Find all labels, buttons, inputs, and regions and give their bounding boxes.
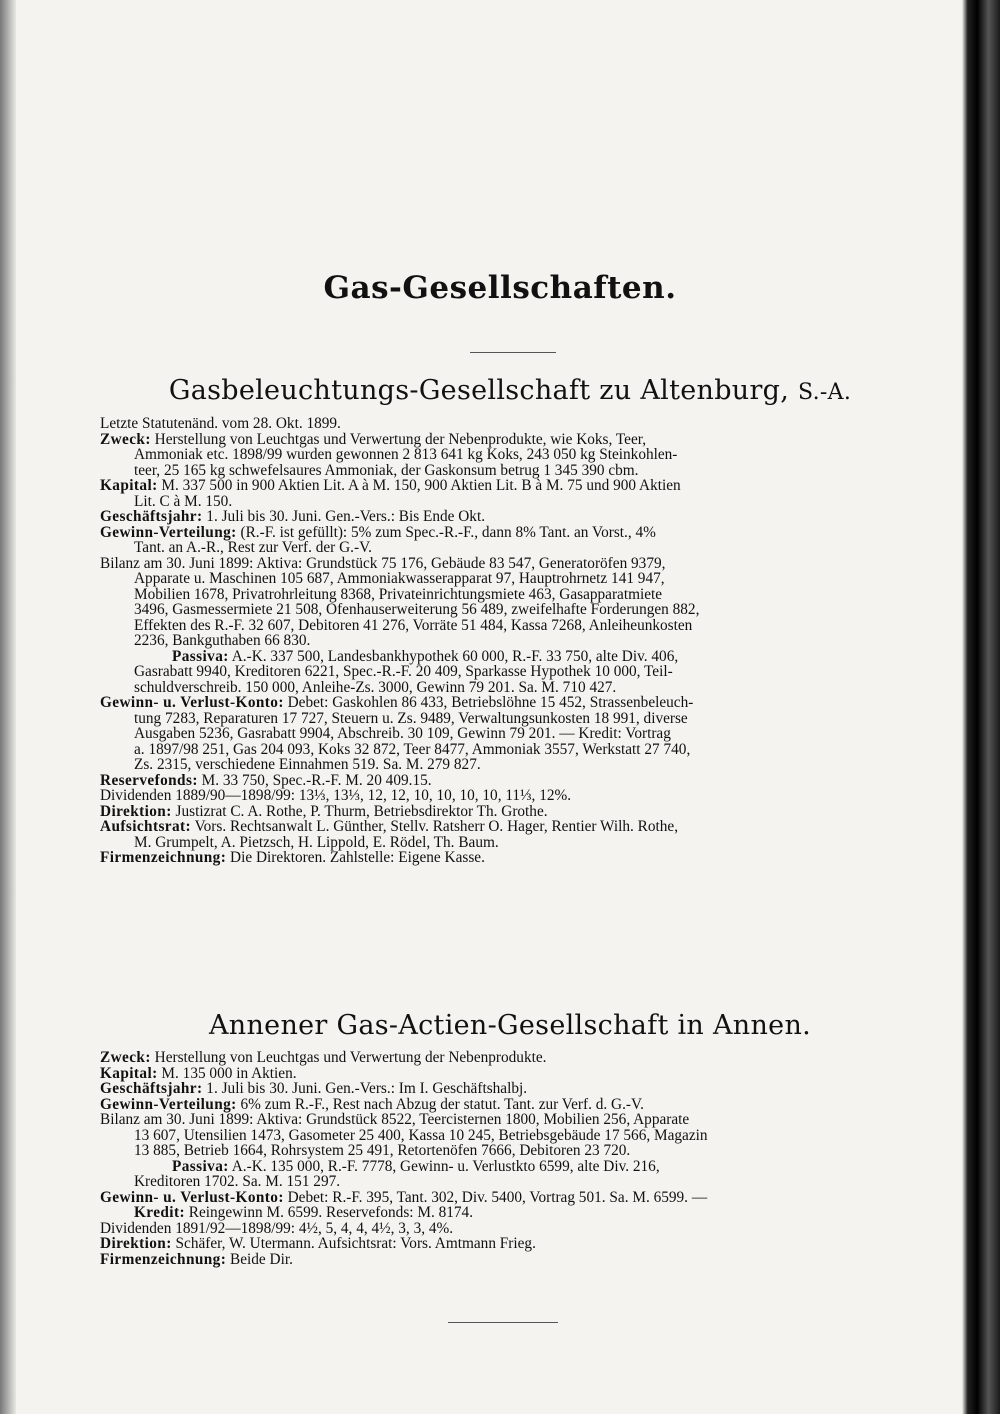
field-label: Direktion:	[100, 1235, 172, 1252]
field-label: Geschäftsjahr:	[100, 508, 203, 525]
field-label: Reservefonds:	[100, 771, 198, 789]
field-label: Direktion:	[100, 802, 172, 820]
text-line: Firmenzeichnung: Die Direktoren. Zahlstelle: Eigene Kasse.	[100, 849, 485, 866]
field-label: Gewinn- u. Verlust-Konto:	[100, 694, 284, 711]
text-line: Geschäftsjahr: 1. Juli bis 30. Juni. Gen.-Vers.: Im I. Geschäftshalbj.	[100, 1080, 528, 1097]
text-line: Gasrabatt 9940, Kreditoren 6221, Spec.-R.-F. 20 409, Sparkasse Hypothek 10 000, Teil-	[134, 663, 673, 680]
text-line: Tant. an A.-R., Rest zur Verf. der G.-V.	[134, 539, 372, 556]
text-line: Dividenden 1889/90—1898/99: 13⅓, 13⅓, 12, 12, 10, 10, 10, 10, 11⅓, 12%.	[100, 787, 572, 804]
text-line: Gewinn-Verteilung: 6% zum R.-F., Rest nach Abzug der statut. Tant. zur Verf. d. G.-V.	[100, 1095, 644, 1113]
company-block-altenburg	[100, 416, 922, 866]
company-block-annen	[100, 1050, 922, 1267]
company-title-annen	[100, 1010, 920, 1041]
text-line: Apparate u. Maschinen 105 687, Ammoniakwasserapparat 97, Hauptrohrnetz 141 947,	[134, 570, 665, 587]
company-name: Gasbeleuchtungs-Gesellschaft zu Altenburg,	[168, 375, 790, 406]
field-label: Gewinn-Verteilung:	[100, 523, 237, 541]
field-label: Gewinn- u. Verlust-Konto:	[100, 1188, 284, 1206]
field-label: Kredit:	[134, 1204, 185, 1221]
text-line: 2236, Bankguthaben 66 830.	[134, 632, 311, 649]
text-line: Dividenden 1891/92—1898/99: 4½, 5, 4, 4, 4½, 3, 3, 4%.	[100, 1219, 454, 1237]
field-label: Firmenzeichnung:	[100, 849, 227, 866]
text-line: Ausgaben 5236, Gasrabatt 9904, Abschreib. 30 109, Gewinn 79 201. — Kredit: Vortrag	[134, 725, 671, 742]
text-line: Kredit: Reingewinn M. 6599. Reservefonds: M. 8174.	[134, 1204, 474, 1221]
text-line: Geschäftsjahr: 1. Juli bis 30. Juni. Gen.-Vers.: Bis Ende Okt.	[100, 508, 486, 525]
field-label: Geschäftsjahr:	[100, 1080, 203, 1097]
text-line: 13 885, Betrieb 1664, Rohrsystem 25 491, Retortenöfen 7666, Debitoren 23 720.	[134, 1142, 631, 1159]
field-label: Kapital:	[100, 1064, 158, 1082]
text-line: Zweck: Herstellung von Leuchtgas und Verwertung der Nebenprodukte.	[100, 1049, 547, 1066]
text-line: Effekten des R.-F. 32 607, Debitoren 41 276, Vorräte 51 484, Kassa 7268, Anleiheunkosten	[134, 616, 693, 634]
text-line: tung 7283, Reparaturen 17 727, Steuern u. Zs. 9489, Verwaltungsunkosten 18 991, diverse	[134, 709, 688, 727]
text-line: M. Grumpelt, A. Pietzsch, H. Lippold, E. Rödel, Th. Baum.	[134, 833, 499, 851]
scan-right-edge	[962, 0, 1000, 1414]
text-line: Passiva: A.-K. 337 500, Landesbankhypothek 60 000, R.-F. 33 750, alte Div. 406,	[172, 647, 679, 665]
text-line: Gewinn- u. Verlust-Konto: Debet: R.-F. 395, Tant. 302, Div. 5400, Vortrag 501. Sa. M. 6599. —	[100, 1188, 708, 1206]
field-label: Kapital:	[100, 477, 158, 494]
field-label: Passiva:	[172, 1157, 229, 1175]
text-line: Gewinn-Verteilung: (R.-F. ist gefüllt): 5% zum Spec.-R.-F., dann 8% Tant. an Vorst., 4%	[100, 523, 656, 541]
text-line: Direktion: Justizrat C. A. Rothe, P. Thurm, Betriebsdirektor Th. Grothe.	[100, 802, 548, 820]
text-line: teer, 25 165 kg schwefelsaures Ammoniak, der Gaskonsum betrug 1 345 390 cbm.	[134, 461, 639, 479]
text-line: Aufsichtsrat: Vors. Rechtsanwalt L. Günther, Stellv. Ratsherr O. Hager, Rentier Wilh. Rothe,	[100, 818, 679, 835]
text-line: Firmenzeichnung: Beide Dir.	[100, 1250, 293, 1268]
field-label: Zweck:	[100, 430, 151, 448]
company-title-altenburg	[100, 375, 920, 406]
field-label: Gewinn-Verteilung:	[100, 1095, 237, 1113]
header-rule	[470, 352, 556, 353]
footer-rule	[448, 1322, 558, 1323]
field-label: Passiva:	[172, 647, 229, 665]
text-line: Gewinn- u. Verlust-Konto: Debet: Gaskohlen 86 433, Betriebslöhne 15 452, Strassenbeleuch-	[100, 694, 694, 711]
page-header: Gas-Gesellschaften.	[323, 270, 677, 306]
text-line: 13 607, Utensilien 1473, Gasometer 25 400, Kassa 10 245, Betriebsgebäude 17 566, Magazin	[134, 1126, 708, 1144]
scan-left-edge	[0, 0, 16, 1414]
text-line: Passiva: A.-K. 135 000, R.-F. 7778, Gewinn- u. Verlustkto 6599, alte Div. 216,	[172, 1157, 660, 1175]
text-line: Kapital: M. 337 500 in 900 Aktien Lit. A à M. 150, 900 Aktien Lit. B à M. 75 und 900 Aktien	[100, 477, 681, 494]
text-line: 3496, Gasmessermiete 21 508, Ofenhauserweiterung 56 489, zweifelhafte Forderungen 882,	[134, 601, 700, 618]
field-label: Aufsichtsrat:	[100, 818, 192, 835]
text-line: Reservefonds: M. 33 750, Spec.-R.-F. M. 20 409.15.	[100, 771, 432, 789]
text-line: Lit. C à M. 150.	[134, 492, 233, 510]
text-line: schuldverschreib. 150 000, Anleihe-Zs. 3000, Gewinn 79 201. Sa. M. 710 427.	[134, 678, 617, 696]
field-label: Firmenzeichnung:	[100, 1250, 227, 1268]
text-line: Bilanz am 30. Juni 1899: Aktiva: Grundstück 75 176, Gebäude 83 547, Generatoröfen 9379,	[100, 554, 666, 572]
text-line: Letzte Statutenänd. vom 28. Okt. 1899.	[100, 415, 341, 432]
text-line: Ammoniak etc. 1898/99 wurden gewonnen 2 813 641 kg Koks, 243 050 kg Steinkohlen-	[134, 446, 678, 463]
company-name: Annener Gas-Actien-Gesellschaft in Annen.	[208, 1010, 812, 1041]
text-line: Zs. 2315, verschiedene Einnahmen 519. Sa. M. 279 827.	[134, 756, 481, 773]
text-line: Direktion: Schäfer, W. Utermann. Aufsichtsrat: Vors. Amtmann Frieg.	[100, 1235, 536, 1252]
text-line: a. 1897/98 251, Gas 204 093, Koks 32 872, Teer 8477, Ammoniak 3557, Werkstatt 27 740,	[134, 740, 691, 758]
text-line: Zweck: Herstellung von Leuchtgas und Verwertung der Nebenprodukte, wie Koks, Teer,	[100, 430, 647, 448]
text-line: Bilanz am 30. Juni 1899: Aktiva: Grundstück 8522, Teercisternen 1800, Mobilien 256, Apparate	[100, 1111, 690, 1128]
field-label: Zweck:	[100, 1049, 151, 1066]
text-line: Kapital: M. 135 000 in Aktien.	[100, 1064, 297, 1082]
company-legal-form: S.-A.	[798, 380, 852, 405]
text-line: Mobilien 1678, Privatrohrleitung 8368, Privateinrichtungsmiete 463, Gasapparatmiete	[134, 585, 663, 603]
text-line: Kreditoren 1702. Sa. M. 151 297.	[134, 1173, 341, 1190]
